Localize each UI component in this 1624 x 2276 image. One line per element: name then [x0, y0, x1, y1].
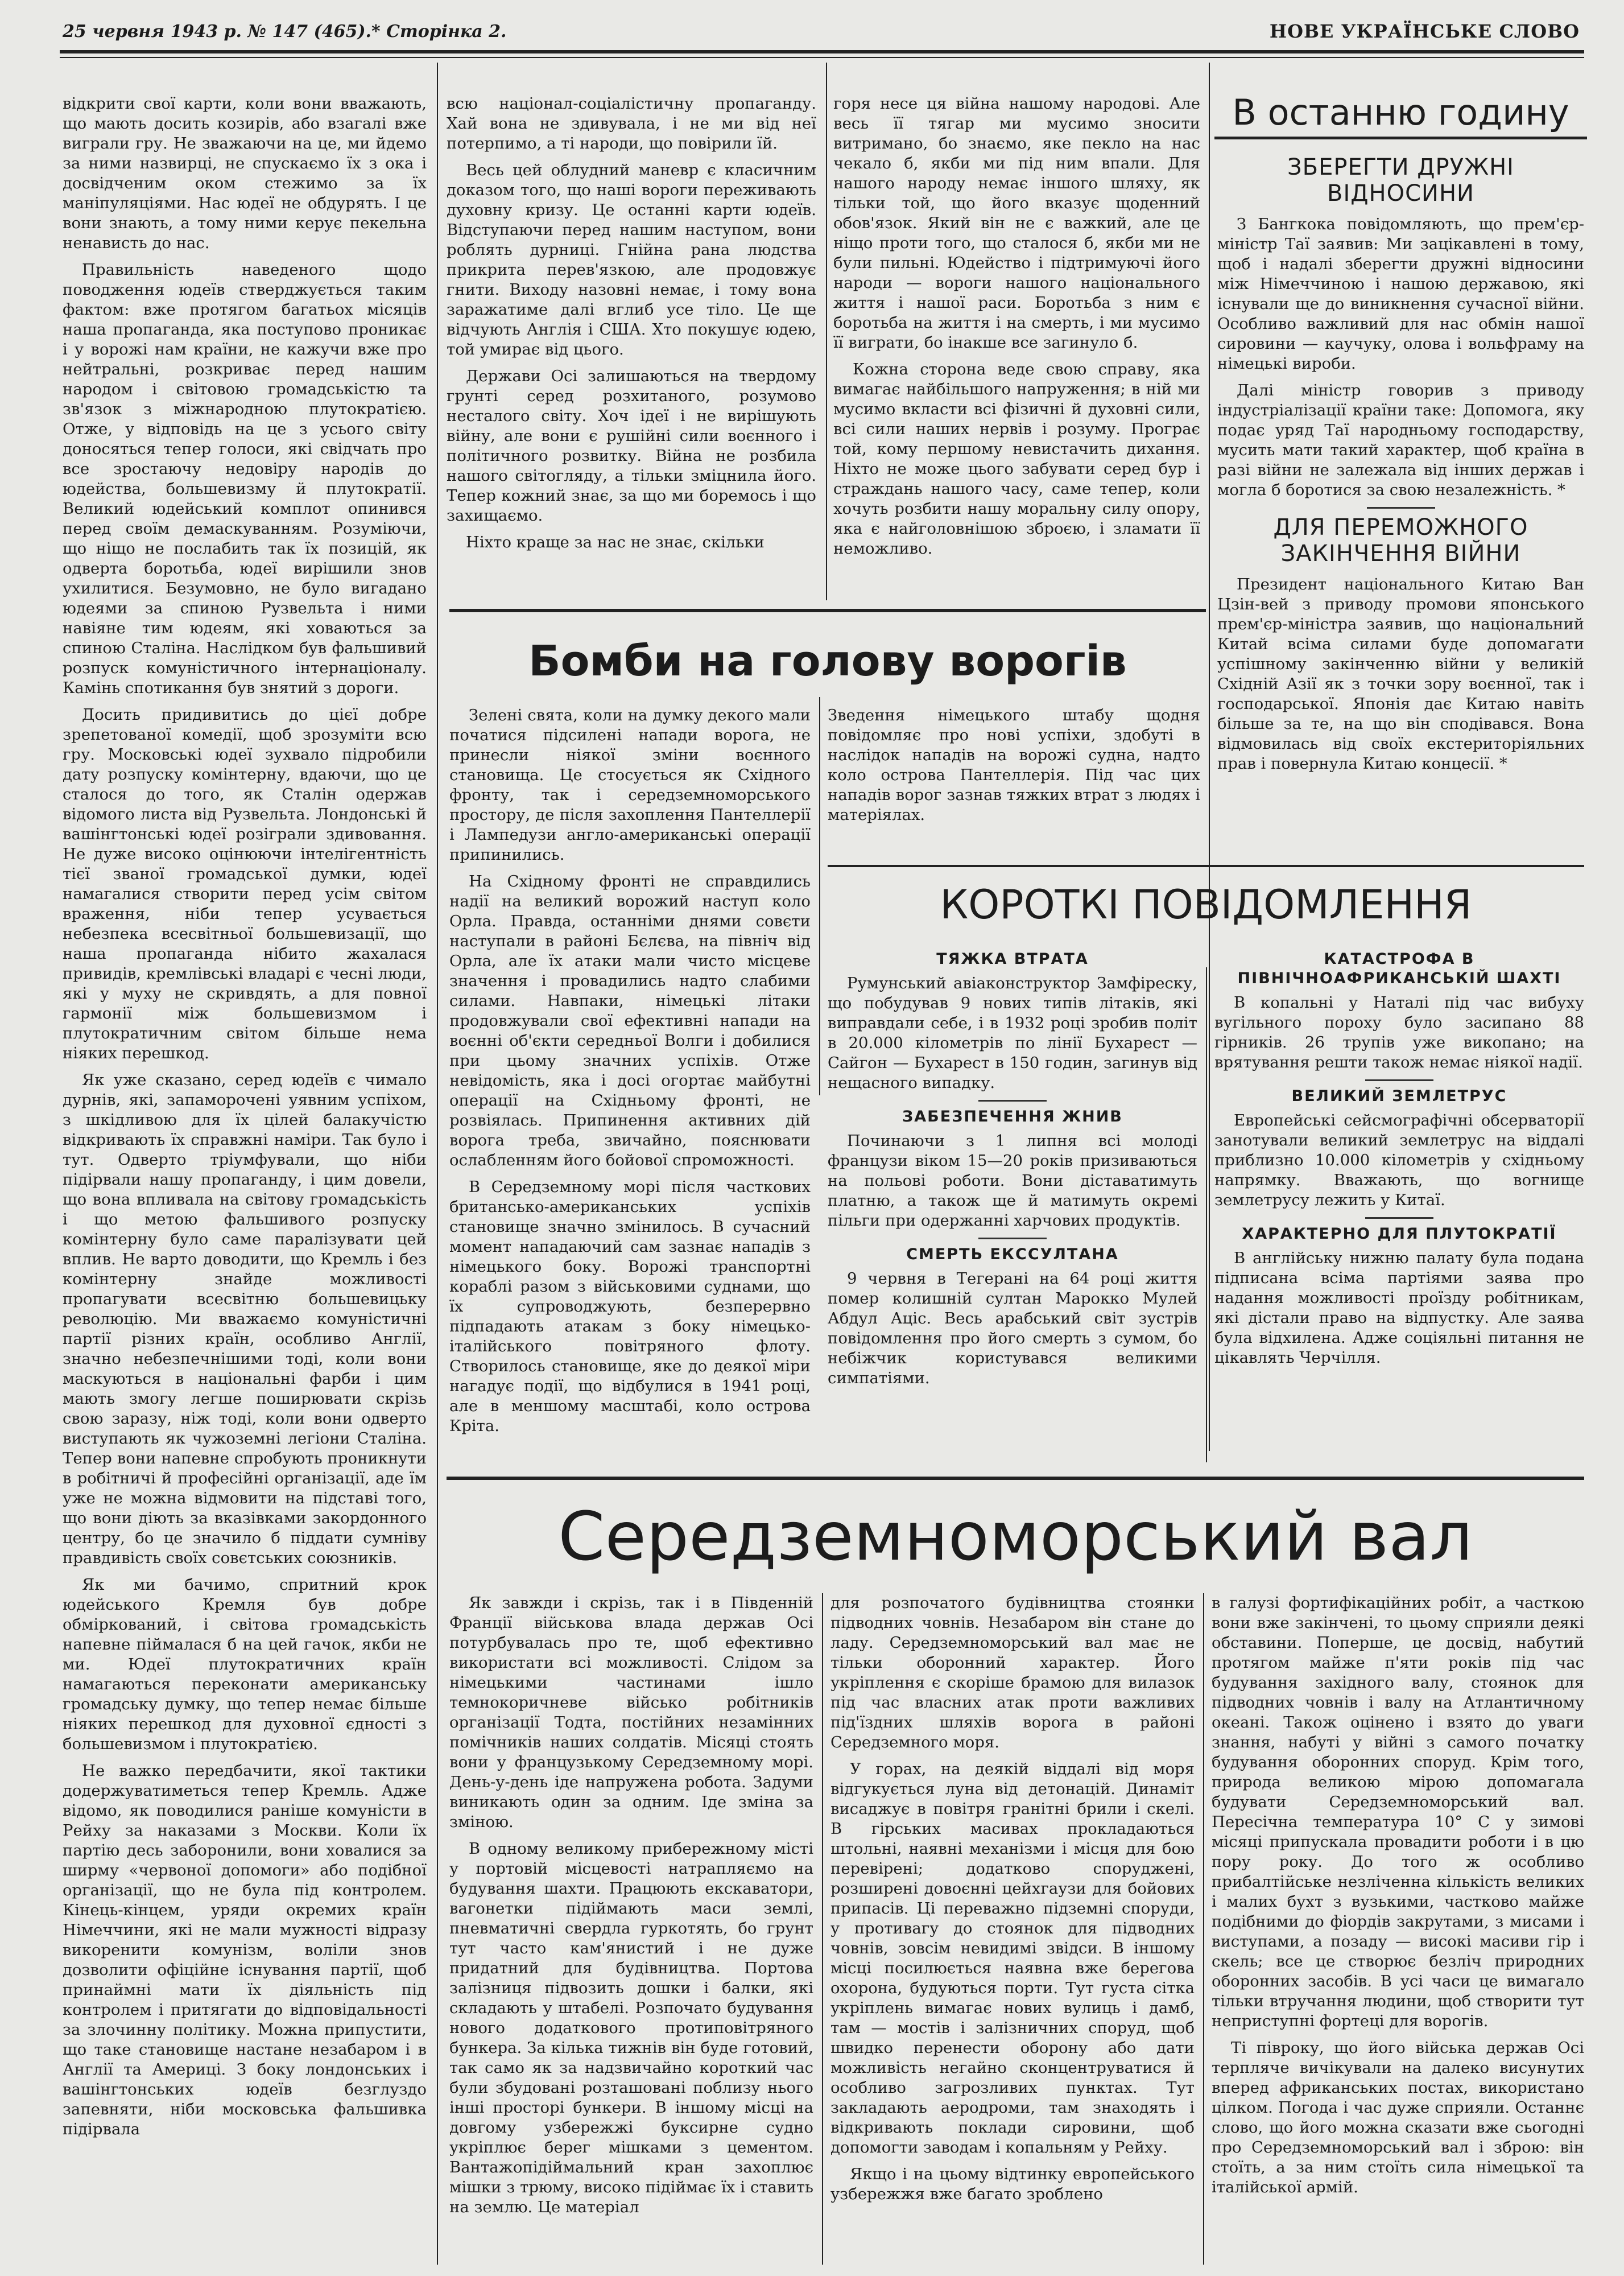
paragraph: Кожна сторона веде свою справу, яка вимагає найбільшого напруження; в ній ми мусимо вкласти всі фізичні й духовні сили, всі сили наших нервів і розуму. Програє той, кому першому невистачить дихання. Ніхто не може цього забувати серед бур і страждань нашого часу, саме тепер, коли хочуть розбити нашу моральну силу опору, яка є найголовнішою зброєю, і зламати її неможливо.	[833, 360, 1200, 558]
column-rule	[1203, 1593, 1204, 2265]
paragraph: Зелені свята, коли на думку декого мали початися підсилені напади ворога, не принесли ніякої зміни воєнного становища. Це стосується як Східного фронту, так і середземноморського простору, де після захоплення Пантеллерії і Лампедузи англо-американські операції припинились.	[449, 706, 811, 864]
paragraph: Починаючи з 1 липня всі молоді французи віком 15—20 років призиваються на польові роботи. Вони діставатимуть платню, а також ще й матимуть окремі пільги при одержанні харчових продуктів.	[828, 1132, 1197, 1230]
news-heading: ВЕЛИКИЙ ЗЕМЛЕТРУС	[1291, 1087, 1507, 1105]
column-rule	[1209, 63, 1210, 1451]
paragraph: Як завжди і скрізь, так і в Південній Франції військова влада держав Осі потурбувалась про те, щоб ефективно використати всі можливості. Слідом за німецькими частинами ішло темнокоричневе військо робітників організації Тодта, постійних незамінних помічників наших солдатів. Місяці стоять вони у французькому Середземному морі. День-у-день іде напружена робота. Задуми виникають один за одним. Іде зміна за зміною.	[449, 1594, 813, 1831]
wall-column-2	[830, 1593, 1195, 2265]
short-news-rule	[828, 865, 1584, 867]
column-rule	[1206, 967, 1207, 1462]
latest-title-rule	[1214, 137, 1587, 139]
news-heading: СМЕРТЬ ЕКССУЛТАНА	[906, 1246, 1119, 1263]
news-heading: ТЯЖКА ВТРАТА	[936, 950, 1089, 968]
separator	[978, 1238, 1047, 1239]
wall-column-1	[449, 1593, 813, 2265]
news-heading: ЗБЕРЕГТИ ДРУЖНІ ВІДНОСИНИ	[1287, 154, 1514, 207]
paragraph: Досить придивитись до цієї добре зрепетованої комедії, щоб зрозуміти всю гру. Московські юдеї зухвало підробили дату розпуску комінтерну, вдаючи, що це сталося до того, як Сталін одержав відомого листа від Рузвельта. Лондонські й вашінгтонські юдеї розіграли здивовання. Не дуже високо оцінюючи інтелігентність тієї званої громадської думки, юдеї намагалися створити перед усім світом враження, ніби тепер усувається небезпека всесвітньої большевизації, що наша пропаганда нібито жахалася привидів, кремлівські владарі є чесні люди, які у муху не скривдять, а для повної гармонії між большевизмом і плутократичним світом більше нема ніяких перешкод.	[63, 706, 427, 1062]
article-column-1	[63, 94, 427, 2265]
separator	[1365, 1217, 1433, 1219]
paragraph: Зведення німецького штабу щодня повідомляє про нові успіхи, здобуті в наслідок нападів на ворожі судна, надто коло острова Пантеллерія. Під час цих нападів ворог зазнав тяжких втрат з людях і матеріялах.	[828, 706, 1200, 824]
latest-news-title: В останню годину	[1232, 92, 1569, 133]
paragraph: Президент національного Китаю Ван Цзін-вей з приводу промови японського прем'єр-міністра заявив, що національний Китай всіма силами буде допомагати успішному закінченню війни у великій Східній Азії як з точки зору воєнної, так і господарської. Японія дає Китаю навіть більше за те, на що він сподівався. Вона відмовилась від своїх екстериторіяльних прав і повернула Китаю концесії. *	[1217, 575, 1584, 773]
article-column-2	[447, 94, 816, 600]
paragraph: В копальні у Наталі під час вибуху вугільного пороху було засипано 88 гірників. 26 трупів уже викопано; на врятування решти також немає ніякої надії.	[1214, 993, 1584, 1071]
wall-rule	[447, 1477, 1584, 1480]
paragraph: Ніхто краще за нас не знає, скільки	[466, 533, 765, 551]
paragraph: в галузі фортифікаційних робіт, а часткою вони вже закінчені, то цьому сприяли деякі обставини. Поперше, це досвід, набутий протягом майже п'яти років під час будування західного валу, стоянок для підводних човнів і валу на Атлантичному океані. Також оцінено і взято до уваги знання, набуті у війні з самого початку будування оборонних споруд. Крім того, природа великою мірою допомагала будувати Середземноморський вал. Пересічна температура 10° С у зимові місяці припускала провадити роботи і в цю пору року. До того ж особливо прибалтійське незліченна кількість великих і малих бухт з вузькими, частково майже подібними до фіордів закрутами, з мисами і виступами, а позаду — високі масиви гір і скель; все це створює безліч природних оборонних засобів. В усі часи це вимагало тільки втручання людини, щоб створити тут неприступні фортеці для ворогів.	[1212, 1594, 1584, 2030]
bombs-title: Бомби на голову ворогів	[528, 637, 1127, 686]
news-heading: ХАРАКТЕРНО ДЛЯ ПЛУТОКРАТІЇ	[1242, 1225, 1557, 1243]
article-column-3	[833, 94, 1200, 600]
paragraph: На Східному фронті не справдились надії на великий ворожий наступ коло Орла. Правда, останніми днями совєти наступали в районі Бєлєва, на північ від Орла, але їх атаки мали чисто місцеве значення і провадились надто слабими силами. Навпаки, німецькі літаки продовжували свої ефективні напади на воєнні об'єкти середньої Волги і добилися при цьому значних успіхів. Отже невідомість, яка і досі огортає майбутні операції на Східньому фронті, не розвіялась. Припинення активних дій ворога треба, звичайно, пояснювати ослабленням його бойової спроможності.	[449, 872, 811, 1169]
paragraph: Румунський авіаконструктор Замфіреску, що побудував 9 нових типів літаків, які виправдали себе, і в 1932 році зробив політ в 20.000 кілометрів по лінії Бухарест — Сайгон — Бухарест в 150 годин, загинув від нещасного випадку.	[828, 974, 1197, 1092]
separator	[1367, 507, 1435, 509]
short-news-title: КОРОТКІ ПОВІДОМЛЕННЯ	[940, 881, 1472, 928]
issue-line: 25 червня 1943 р. № 147 (465).* Сторінка 2.	[63, 22, 507, 42]
bombs-rule	[449, 609, 1206, 612]
news-heading: КАТАСТРОФА В ПІВНІЧНОАФРИКАНСЬКІЙ ШАХТІ	[1237, 950, 1561, 987]
paragraph: Весь цей облудний маневр є класичним доказом того, що наші вороги переживають духовну кризу. Це останні карти юдеїв. Відступаючи перед нашим наступом, вони роблять дурниці. Гнійна рана людства прикрита перев'язкою, але продовжує гнити. Виходу назовні немає, і тому вона заражатиме далі вглиб усе тіло. Це ще відчують Англія і США. Хто покушує юдею, той умирає від цього.	[447, 161, 816, 358]
short-news-right	[1214, 947, 1584, 1462]
news-heading: ЗАБЕЗПЕЧЕННЯ ЖНИВ	[902, 1108, 1123, 1125]
wall-column-3	[1212, 1593, 1584, 2265]
bombs-left-column	[449, 706, 811, 1462]
paragraph: Не важко передбачити, якої тактики додержуватиметься тепер Кремль. Адже відомо, як поводилися раніше комуністи в Рейху за наказами з Москви. Коли їх партію десь заборонили, вони ховалися за ширму «червоної допомоги» або подібної організації, що не була під контролем. Кінець-кінцем, уряди окремих країн Німеччини, які не мали мужності відразу викоренити комунізм, воліли знов дозволити офіційне існування партії, щоб принаймні мати їх діяльність під контролем і притягати до відповідальності за злочинну політику. Можна припустити, що таке становище настане незабаром і в Англії та Америці. З боку лондонських і вашінгтонських юдеїв безглуздо запевняти, ніби московська фальшивка підірвала	[63, 1762, 427, 2138]
paragraph: В англійську нижню палату була подана підписана всіма партіями заява про надання можливості проїзду робітникам, які дістали право на відпустку. Але заява була відхилена. Адже соціяльні питання не цікавлять Черчілля.	[1214, 1249, 1584, 1367]
paragraph: Як уже сказано, серед юдеїв є чимало дурнів, які, запаморочені уявним успіхом, з шкідливою для їх цілей балакучістю відкривають їх справжні наміри. Так було і тут. Одверто тріумфували, що ніби підірвали нашу пропаганду, і цим довели, що вона впливала на світову громадськість і що метою фальшивого розпуску комінтерну було саме паралізувати цей вплив. Не варто доводити, що Кремль і без комінтерну знайде можливості пропагувати всесвітню большевицьку революцію. Ми вважаємо комуністичні партії різних країн, особливо Англії, значно небезпечнішими тоді, коли вони маскуються в національні фарби і цим мають змогу легше поширювати скрізь свою заразу, ніж тоді, коли вони одверто виступають як чужоземні легіони Сталіна. Тепер вони напевне спробують проникнути в робітничі й професійні організації, аде їм уже не можна відмовити на підставі того, що вони діють за вказівками закордонного центру, бо це значило б піддати сумніву правдивість своїх совєтських союзників.	[63, 1071, 427, 1567]
header-rule	[60, 50, 1584, 53]
column-rule	[819, 697, 820, 1095]
column-rule	[437, 63, 438, 2265]
paragraph: для розпочатого будівництва стоянки підводних човнів. Незабаром він стане до ладу. Середземноморський вал має не тільки оборонний характер. Його укріплення є скоріше брамою для вилазок під час власних атак проти важливих під'їздних шляхів ворога в районі Середземного моря.	[830, 1594, 1195, 1751]
paragraph: Правильність наведеного щодо поводження юдеїв стверджується таким фактом: вже протягом багатьох місяців наша пропаганда, яка поступово проникає і у ворожі нам країни, не кажучи вже про нейтральні, розкриває перед нашим народом і світовою громадськістю та зв'язок з міжнародною плутократією. Отже, у відповідь на це з усього світу доносяться тепер голоси, які свідчать про все зростаючу недовіру народів до юдейства, большевизму й плутократії. Великий юдейський комплот опинився перед своїм демаскуванням. Розуміючи, що ніщо не послабить так їх позицій, як одверта боротьба, юдеї вирішили знов ухилитися. Безумовно, не було вигадано юдеями за спиною Рузвельта і ними навіяне тим юдеям, які ховаються за спиною Сталіна. Наслідком був фальшивий розпуск комуністичного інтернаціоналу. Камінь спотикання був знятий з дороги.	[63, 261, 427, 697]
latest-news-column	[1217, 151, 1584, 896]
paragraph: Держави Осі залишаються на твердому грунті серед розхитаного, розумово несталого світу. Хоч ідеї і не вирішують війну, але вони є рушійні сили воєнного і політичного розвитку. Війна не розбила нашого світогляду, а тільки зміцнила його. Тепер кожний знає, за що ми боремось і що захищаємо.	[447, 367, 816, 525]
paragraph: всю націонал-соціалістичну пропаганду. Хай вона не здивувала, і не ми від неї потерпимо, а ті народи, що повірили їй.	[447, 94, 816, 152]
wall-title: Середземноморський вал	[558, 1497, 1473, 1576]
paragraph: В одному великому прибережному місті у портовій місцевості натрапляємо на будування шахти. Працюють екскаватори, вагонетки підіймають маси землі, пневматичні свердла гуркотять, бо грунт тут часто кам'янистий і не дуже придатний для будівництва. Портова залізниця підвозить дошки і балки, які складають у штабелі. Розпочато будування нового додаткового протиповітряного бункера. За кілька тижнів він буде готовий, так само як за надзвичайно короткий час були збудовані розташовані поблизу нього інші просторі бункери. В іншому місці на довгому узбережжі буксирне судно укріплює берег мішками з цементом. Вантажопідіймальний кран захоплює мішки з трюму, високо підіймає їх і ставить на землю. Це матеріал	[449, 1840, 813, 2216]
newspaper-title: НОВЕ УКРАЇНСЬКЕ СЛОВО	[1269, 20, 1580, 42]
paragraph: Якщо і на цьому відтинку европейського узбережжя вже багато зроблено	[830, 2165, 1195, 2203]
paragraph: З Бангкока повідомляють, що прем'єр-міністр Таї заявив: Ми зацікавлені в тому, щоб і надалі зберегти дружні відносини між Німеччиною і нашою державою, які існували ще до виникнення сучасної війни. Особливо важливий для нас обмін нашої сировини — каучуку, олова і вольфраму на німецькі вироби.	[1217, 215, 1584, 373]
bombs-right-column	[828, 706, 1200, 853]
column-rule	[826, 63, 827, 600]
paragraph: відкрити свої карти, коли вони вважають, що мають досить козирів, або взагалі вже виграли гру. Не зважаючи на це, ми йдемо за ними назвирці, не спускаємо їх з ока і досвідченим оком стежимо за їх маніпуляціями. Нас юдеї не обдурять. І це вони знають, а тому ними керує пекельна ненависть до нас.	[63, 94, 427, 252]
paragraph: В Середземному морі після часткових британсько-американських успіхів становище значно змінилось. В сучасний момент нападаючий сам зазнає нападів з німецького боку. Ворожі транспортні кораблі разом з військовими суднами, що їх супроводжують, безперервно підпадають атакам з боку німецько-італійського повітряного флоту. Створилось становище, яке до деякої міри нагадує події, що відбулися в 1941 році, але в меншому масштабі, коло острова Кріта.	[449, 1178, 811, 1435]
header-rule-thin	[60, 57, 1584, 58]
paragraph: Далі міністр говорив з приводу індустріалізації країни таке: Допомога, яку подає уряд Таї народньому господарству, мусить мати такий характер, щоб країна в разі війни не залежала від інших держав і могла б боротися за свою незалежність. *	[1217, 381, 1584, 499]
paragraph: У горах, на деякій віддалі від моря відгукується луна від детонацій. Динаміт висаджує в повітря гранітні брили і скелі. В гірських масивах прокладаються штольні, наявні механізми і місця для бою перевірені; додатково споруджені, розширені довоєнні цейхгаузи для бойових припасів. Ці переважно підземні споруди, у противагу до стоянок для підводних човнів, зовсім невидимі звідси. В іншому місці посилюється наявна вже берегова охорона, будуються порти. Тут густа сітка укріплень вимагає нових вулиць і дамб, там — мостів і залізничних споруд, щоб швидко перенести оборону або дати можливість негайно сконцентруватися й особливо загрозливих пунктах. Тут закладають аеродроми, там знаходять і відкривають поклади сировини, щоб допомогти заводам і копальням у Рейху.	[830, 1760, 1195, 2157]
paragraph: Европейські сейсмографічні обсерваторії занотували великий землетрус на віддалі приблизно 10.000 кілометрів у східньому напрямку. Вважають, що вогнище землетрусу лежить у Китаї.	[1214, 1111, 1584, 1209]
separator	[978, 1100, 1047, 1102]
paragraph: Ті півроку, що його війська держав Осі терпляче вичікували на далеко висунутих вперед африканських постах, використано цілком. Погода і час дуже сприяли. Останнє слово, що його можна сказати вже сьогодні про Середземноморський вал і зброю: він стоїть, а за ним стоїть сила німецької та італійської армій.	[1212, 2039, 1584, 2196]
short-news-left	[828, 947, 1197, 1462]
separator	[1365, 1079, 1433, 1081]
column-rule	[822, 1593, 823, 2265]
paragraph: 9 червня в Тегерані на 64 році життя помер колишній султан Марокко Мулей Абдул Ацiс. Весь арабський світ зустрів повідомлення про його смерть з сумом, бо небіжчик користувався великими симпатіями.	[828, 1269, 1197, 1387]
paragraph: горя несе ця війна нашому народові. Але весь її тягар ми мусимо зносити витримано, бо знаємо, яке пекло на нас чекало б, якби ми під ним впали. Для нашого народу немає іншого шляху, як тільки той, що його вказує щоденний обов'язок. Який він не є важкий, але це ніщо проти того, що сталося б, якби ми не були пильні. Юдейство і підтримуючі його народи — вороги нашого національного життя і нашої раси. Боротьба з ним є боротьба на життя і на смерть, і ми мусимо її виграти, бо інакше все загинуло б.	[833, 94, 1200, 352]
paragraph: Як ми бачимо, спритний крок юдейського Кремля був добре обміркований, і світова громадськість напевне піймалася б на цей гачок, якби не ми. Юдеї плутократичних країн намагаються переконати американську громадську думку, що тепер немає більше ніяких перешкод для духовної єдності з большевизмом і плутократією.	[63, 1576, 427, 1753]
news-heading: ДЛЯ ПЕРЕМОЖНОГО ЗАКІНЧЕННЯ ВІЙНИ	[1273, 514, 1528, 567]
